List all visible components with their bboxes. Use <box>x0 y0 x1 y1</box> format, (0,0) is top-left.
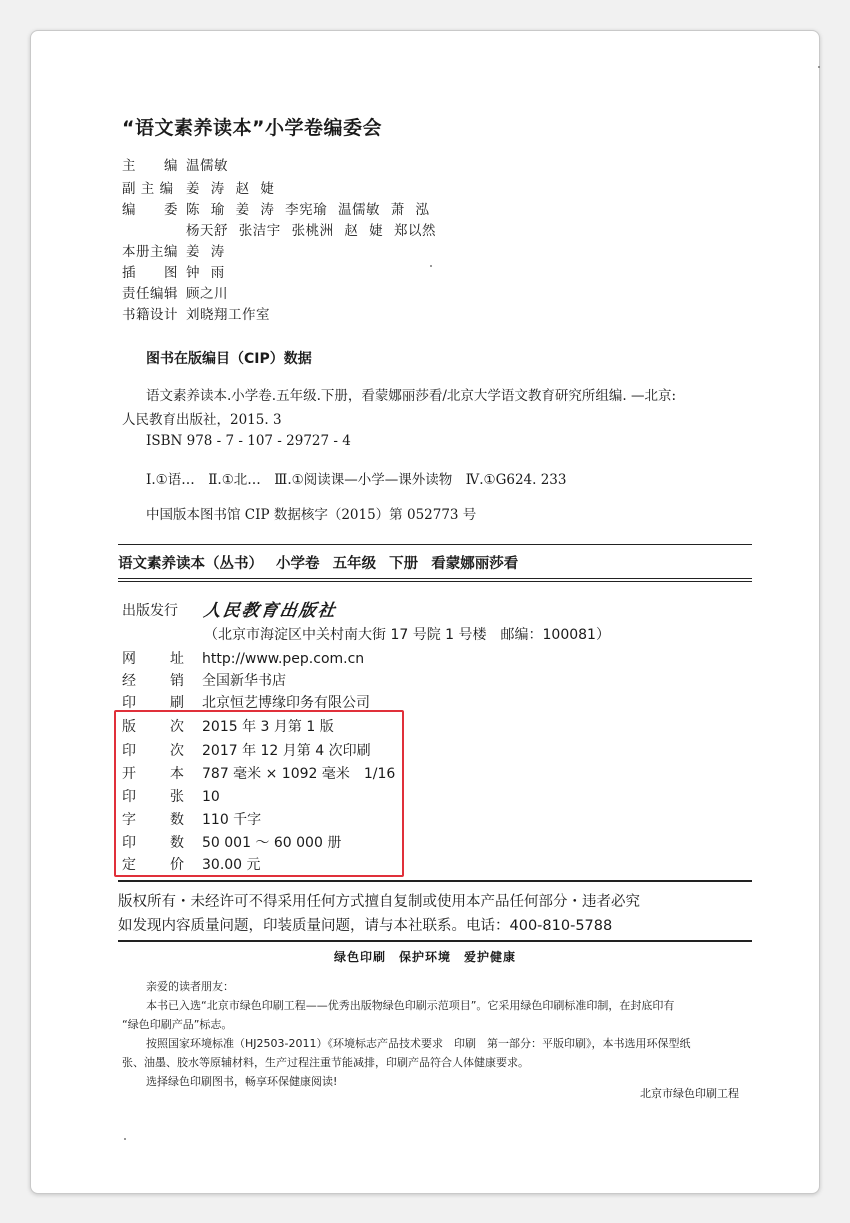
publisher-logo: 人民教育出版社 <box>202 601 339 621</box>
board-row <box>122 282 228 302</box>
board-row <box>122 219 436 239</box>
pub-label: 价 <box>170 857 184 873</box>
pub-value: 10 <box>202 789 220 805</box>
board-value: 顾之川 <box>186 286 228 302</box>
board-row <box>122 303 270 323</box>
pub-value: 2017 年 12 月第 4 次印刷 <box>202 743 371 759</box>
divider <box>118 578 752 582</box>
pub-row <box>122 692 370 712</box>
pub-value: 全国新华书店 <box>202 673 286 689</box>
pub-label: 字 <box>122 812 136 828</box>
cip-isbn: ISBN 978 - 7 - 107 - 29727 - 4 <box>146 433 351 449</box>
pub-label: 张 <box>170 789 184 805</box>
pub-value: 787 毫米 × 1092 毫米 1/16 <box>202 766 396 782</box>
board-row <box>122 154 228 174</box>
pub-label: 版 <box>122 719 136 735</box>
scan-speck <box>818 66 820 68</box>
scan-speck <box>430 265 432 267</box>
board-value: 杨天舒 张洁宇 张桃洲 赵 婕 郑以然 <box>186 223 436 239</box>
pub-value: 30.00 元 <box>202 857 261 873</box>
note-greeting: 亲爱的读者朋友： <box>146 980 234 993</box>
pub-value: 北京恒艺博缘印务有限公司 <box>202 695 370 711</box>
note-paragraph: 选择绿色印刷图书，畅享环保健康阅读! <box>146 1075 338 1088</box>
board-row <box>122 240 225 260</box>
board-value: 姜 涛 <box>186 244 225 260</box>
pub-label: 开 <box>122 766 136 782</box>
pub-label: 印 <box>122 743 136 759</box>
board-label: 编 委 <box>122 202 178 218</box>
pub-label: 印 <box>122 835 136 851</box>
pub-label: 数 <box>170 835 184 851</box>
divider <box>118 880 752 882</box>
cip-classification: Ⅰ.①语… Ⅱ.①北… Ⅲ.①阅读课—小学—课外读物 Ⅳ.①G624. 233 <box>146 472 567 488</box>
green-print-title: 绿色印刷 保护环境 爱护健康 <box>333 950 516 964</box>
divider <box>118 544 752 545</box>
board-row <box>122 177 274 197</box>
cip-verification: 中国版本图书馆 CIP 数据核字（2015）第 052773 号 <box>146 507 477 523</box>
pub-row <box>122 670 286 690</box>
copyright-line: 版权所有・未经许可不得采用任何方式擅自复制或使用本产品任何部分・违者必究 <box>118 894 640 910</box>
pub-label: 销 <box>170 673 184 689</box>
series-line: 语文素养读本（丛书） 小学卷 五年级 下册 看蒙娜丽莎看 <box>118 556 519 572</box>
note-paragraph: “绿色印刷产品”标志。 <box>122 1018 233 1031</box>
board-label: 书籍设计 <box>122 307 178 323</box>
board-label: 本册主编 <box>122 244 178 260</box>
pub-value: 110 千字 <box>202 812 262 828</box>
pub-label: 次 <box>170 743 184 759</box>
pub-value: 2015 年 3 月第 1 版 <box>202 719 334 735</box>
board-value: 温儒敏 <box>186 158 228 174</box>
board-label: 副 主 编 <box>122 181 174 197</box>
pub-label: 印 <box>122 695 136 711</box>
pub-row <box>122 648 364 668</box>
divider <box>118 940 752 942</box>
publisher-address: （北京市海淀区中关村南大街 17 号院 1 号楼 邮编：100081） <box>204 627 610 643</box>
board-row <box>122 261 225 281</box>
pub-label: 本 <box>170 766 184 782</box>
note-signature: 北京市绿色印刷工程 <box>640 1087 739 1100</box>
editorial-board-title: “语文素养读本”小学卷编委会 <box>122 117 382 139</box>
pub-label: 网 <box>122 651 136 667</box>
pub-label: 印 <box>122 789 136 805</box>
note-paragraph: 张、油墨、胶水等原辅材料，生产过程注重节能减排，印刷产品符合人体健康要求。 <box>122 1056 529 1069</box>
board-value: 钟 雨 <box>186 265 225 281</box>
board-label: 责任编辑 <box>122 286 178 302</box>
pub-label: 定 <box>122 857 136 873</box>
cip-title: 图书在版编目（CIP）数据 <box>146 351 312 367</box>
board-label: 主 编 <box>122 158 178 174</box>
pub-value: http://www.pep.com.cn <box>202 651 365 667</box>
pub-label: 刷 <box>170 695 184 711</box>
pub-value: 50 001 ～ 60 000 册 <box>202 835 342 851</box>
contact-line: 如发现内容质量问题，印装质量问题，请与本社联系。电话：400-810-5788 <box>118 918 613 934</box>
pub-label: 址 <box>170 651 184 667</box>
pub-label: 次 <box>170 719 184 735</box>
board-value: 姜 涛 赵 婕 <box>186 181 275 197</box>
board-value: 陈 瑜 姜 涛 李宪瑜 温儒敏 萧 泓 <box>186 202 430 218</box>
pub-label: 数 <box>170 812 184 828</box>
cip-line: 语文素养读本.小学卷.五年级.下册，看蒙娜丽莎看/北京大学语文教育研究所组编. —北京: <box>146 388 677 404</box>
pub-label: 经 <box>122 673 136 689</box>
publisher-label: 出版发行 <box>122 603 178 619</box>
highlight-box <box>114 710 404 877</box>
note-paragraph: 本书已入选“北京市绿色印刷工程——优秀出版物绿色印刷示范项目”。它采用绿色印刷标准印制，在封底印有 <box>146 999 675 1012</box>
board-label: 插 图 <box>122 265 178 281</box>
board-row <box>122 198 430 218</box>
cip-line: 人民教育出版社，2015. 3 <box>122 412 282 428</box>
board-value: 刘晓翔工作室 <box>186 307 270 323</box>
note-paragraph: 按照国家环境标准（HJ2503-2011）《环境标志产品技术要求 印刷 第一部分：平版印刷》，本书选用环保型纸 <box>146 1037 691 1050</box>
scan-speck <box>124 1138 126 1140</box>
